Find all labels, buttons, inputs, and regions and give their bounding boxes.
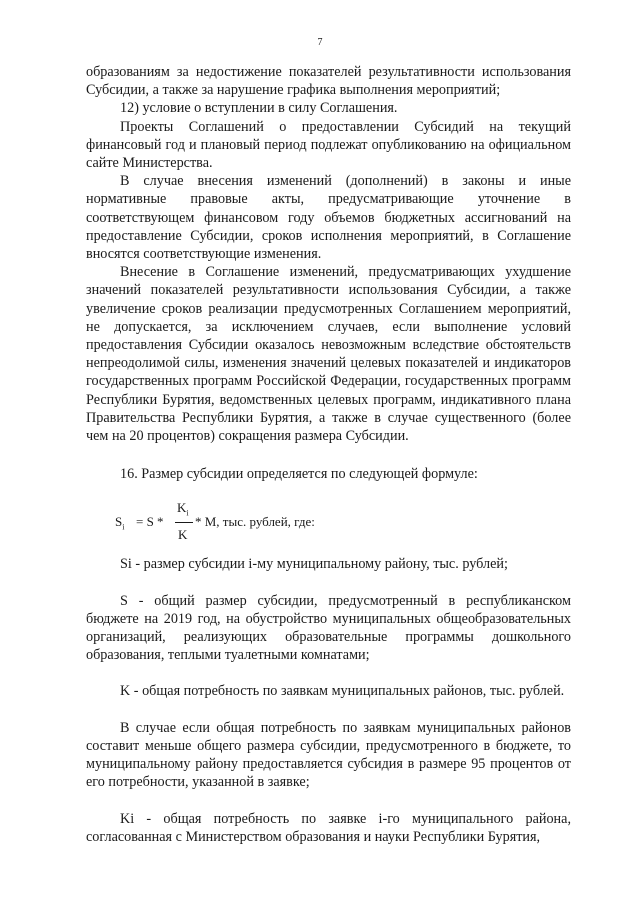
paragraph-shortfall-rule: В случае если общая потребность по заявкам муниципальных районов составит меньше общего размера субсидии, предусмотренного в бюджете, то муниципальному району предоставляется субсидия в размере 95 процентов от его потребности, указанной в заявке; [86,719,571,791]
paragraph-2: 12) условие о вступлении в силу Соглашения. [120,100,398,117]
formula-fraction-line [175,522,193,523]
paragraph-1: образованиям за недостижение показателей результативности использования Субсидии, а также за нарушение графика выполнения мероприятий; [86,64,571,99]
formula [86,493,571,551]
paragraph-s-definition: S - общий размер субсидии, предусмотренный в республиканском бюджете на 2019 год, на обустройство муниципальных общеобразовательных организаций, реализующих образовательные программы дошкольного образования, теплыми туалетными комнатами; [86,592,571,664]
formula-equals: = S * [136,514,164,530]
formula-denominator: K [178,527,188,543]
formula-tail: * M, тыс. рублей, где: [195,514,315,530]
paragraph-3: Проекты Соглашений о предоставлении Субсидий на текущий финансовый год и плановый период подлежат опубликованию на официальном сайте Министерства. [86,118,571,172]
paragraph-si-definition: Si - размер субсидии i-му муниципальному району, тыс. рублей; [120,556,508,573]
formula-numerator-sub: i [186,509,189,519]
formula-lhs-symbol: S [115,514,123,530]
formula-numerator-symbol: K [177,500,187,516]
paragraph-4: В случае внесения изменений (дополнений) в законы и иные нормативные правовые акты, предусматривающие уточнение в соответствующем финансовом году объемов бюджетных ассигнований на предоставление Субсидии, сроков исполнения мероприятий, в Соглашение вносятся соответствующие изменения. [86,173,571,263]
document-body [86,63,571,846]
paragraph-5: Внесение в Соглашение изменений, предусматривающих ухудшение значений показателей результативности использования Субсидии, а также увеличение сроков реализации предусмотренных Соглашением мероприятий, не допускается, за исключением случаев, если выполнение условий предоставления Субсидии оказалось невозможным вследствие обстоятельств непреодолимой силы, изменения значений целевых показателей и индикаторов государственных программ Российской Федерации, государственных программ Республики Бурятия, ведомственных целевых программ, индикативного плана Правительства Республики Бурятия, а также в случае существенного (более чем на 20 процентов) сокращения размера Субсидии. [86,264,571,445]
paragraph-ki-definition: Ki - общая потребность по заявке i-го муниципального района, согласованная с Министерством образования и науки Республики Бурятия, [86,810,571,845]
formula-lhs [115,513,124,537]
page-number: 7 [317,37,323,48]
paragraph-formula-intro: 16. Размер субсидии определяется по следующей формуле: [120,466,478,483]
paragraph-k-definition: K - общая потребность по заявкам муниципальных районов, тыс. рублей. [120,683,565,700]
formula-lhs-sub: i [122,523,125,533]
formula-numerator [177,499,189,523]
